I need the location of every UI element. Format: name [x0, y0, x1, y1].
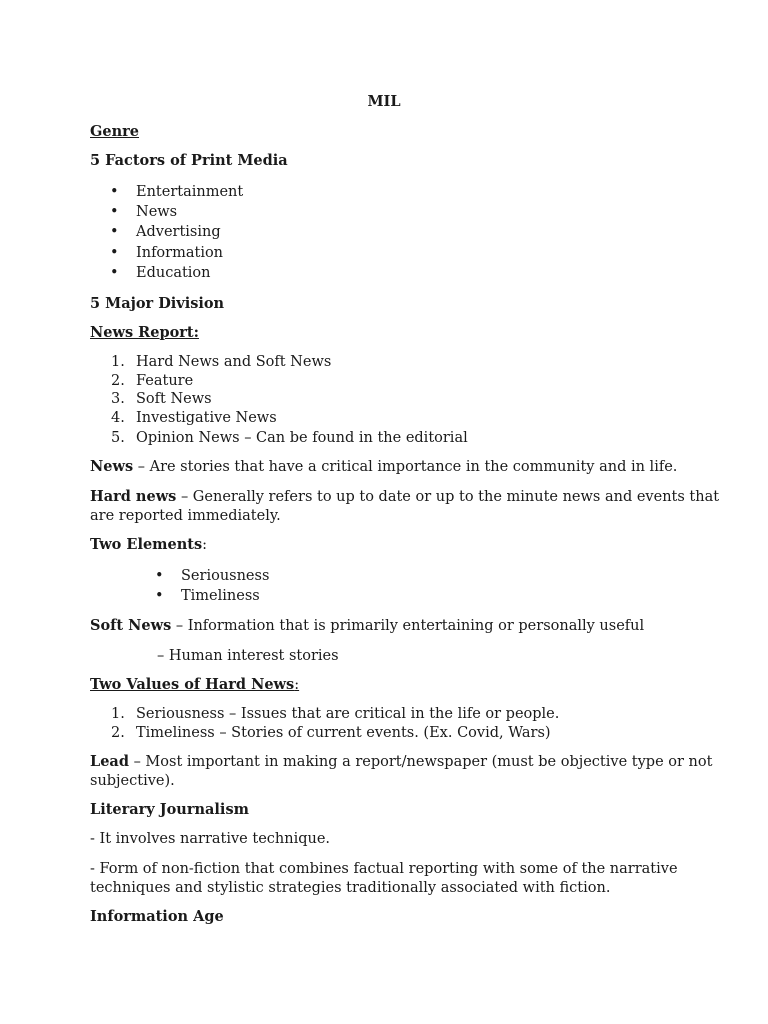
values-item: 1. Seriousness – Issues that are critical in the life or people.: [111, 706, 560, 722]
news-report-item: 3. Soft News: [111, 391, 212, 407]
factor-item: • Entertainment: [136, 182, 243, 202]
soft-news-definition: Soft News – Information that is primarily entertaining or personally useful: [90, 617, 645, 634]
element-item: • Timeliness: [181, 586, 260, 606]
literary-line: - It involves narrative technique.: [90, 831, 331, 847]
factor-item: • Education: [136, 263, 211, 283]
literary-heading: Literary Journalism: [90, 801, 249, 818]
soft-news-subitem: – Human interest stories: [157, 648, 339, 664]
element-item: • Seriousness: [181, 566, 269, 586]
lead-definition-cont: subjective).: [90, 773, 175, 789]
news-report-item: 1. Hard News and Soft News: [111, 354, 332, 370]
news-definition: News – Are stories that have a critical importance in the community and in life.: [90, 458, 678, 475]
info-age-heading: Information Age: [90, 908, 224, 925]
literary-line: - Form of non-fiction that combines factual reporting with some of the narrative: [90, 861, 678, 877]
hard-news-definition: Hard news – Generally refers to up to date or up to the minute news and events that: [90, 488, 720, 505]
factors-heading: 5 Factors of Print Media: [90, 152, 288, 169]
doc-title: MIL: [367, 93, 401, 110]
values-item: 2. Timeliness – Stories of current events. (Ex. Covid, Wars): [111, 725, 551, 741]
lead-definition: Lead – Most important in making a report/newspaper (must be objective type or not: [90, 753, 713, 770]
literary-line-cont: techniques and stylistic strategies traditionally associated with fiction.: [90, 880, 611, 896]
division-heading: 5 Major Division: [90, 295, 225, 312]
genre-heading: Genre: [90, 123, 140, 140]
two-elements-heading: Two Elements:: [90, 536, 208, 553]
news-report-item: 4. Investigative News: [111, 410, 277, 426]
factor-item: • News: [136, 202, 177, 222]
news-report-item: 2. Feature: [111, 373, 194, 389]
factor-item: • Advertising: [136, 222, 221, 242]
news-report-heading: News Report:: [90, 324, 199, 341]
hard-news-definition-cont: are reported immediately.: [90, 508, 281, 524]
factor-item: • Information: [136, 243, 223, 263]
news-report-item: 5. Opinion News – Can be found in the editorial: [111, 430, 468, 446]
values-heading: Two Values of Hard News:: [90, 676, 300, 693]
